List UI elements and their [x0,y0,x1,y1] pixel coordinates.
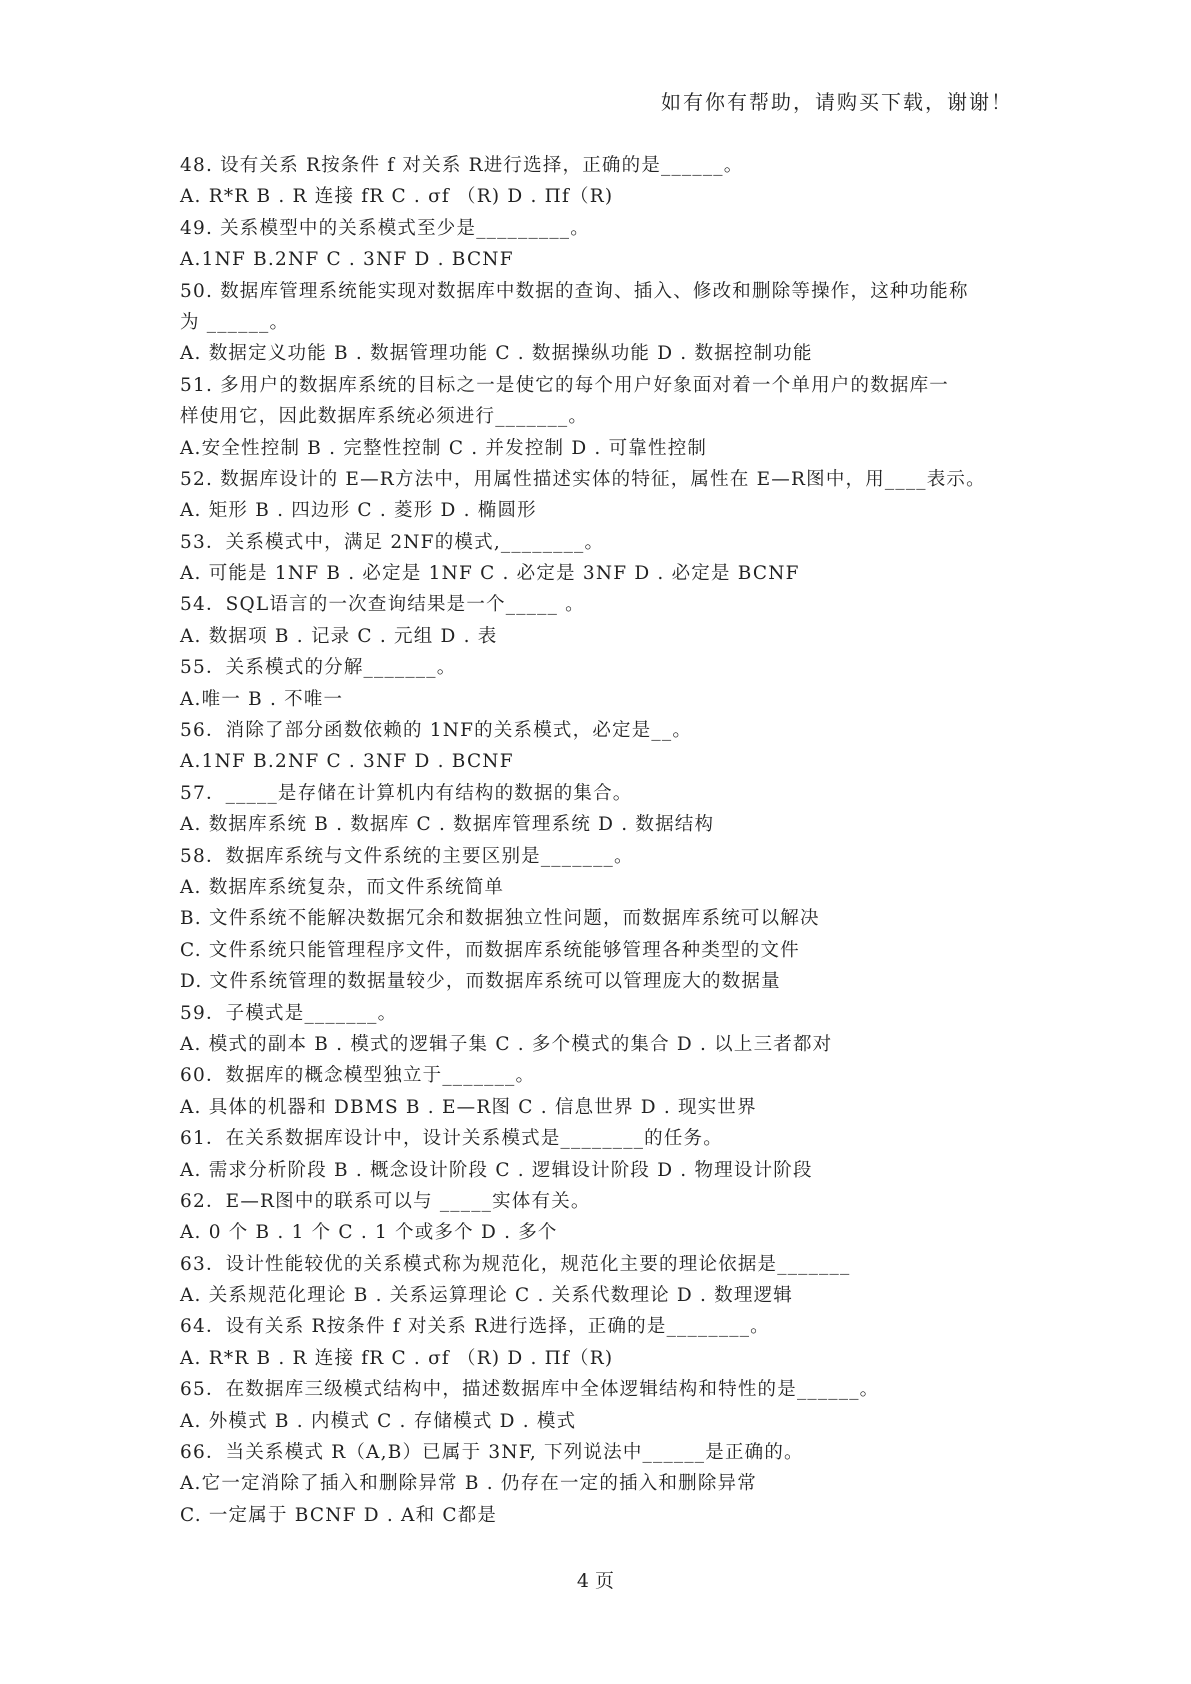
text-line: A. 0 个 B . 1 个 C . 1 个或多个 D . 多个 [180,1222,558,1244]
text-line: A. 矩形 B . 四边形 C . 菱形 D . 椭圆形 [180,500,537,522]
text-line: 63．设计性能较优的关系模式称为规范化，规范化主要的理论依据是_______ [180,1253,851,1275]
text-line: A.唯一 B . 不唯一 [180,688,344,710]
text-line: A.它一定消除了插入和删除异常 B . 仍存在一定的插入和删除异常 [180,1473,757,1495]
text-line: D. 文件系统管理的数据量较少，而数据库系统可以管理庞大的数据量 [180,971,781,993]
text-line: C. 文件系统只能管理程序文件，而数据库系统能够管理各种类型的文件 [180,939,800,961]
text-line: 62．E—R图中的联系可以与 _____实体有关。 [180,1190,591,1212]
text-line: A. 可能是 1NF B . 必定是 1NF C . 必定是 3NF D . 必定是 BCNF [180,563,800,585]
text-line: 48. 设有关系 R按条件 f 对关系 R进行选择，正确的是______。 [180,155,744,176]
text-line: 59．子模式是_______。 [180,1002,398,1024]
text-line: A. 具体的机器和 DBMS B . E—R图 C . 信息世界 D . 现实世界 [180,1096,757,1118]
text-line: A. 数据项 B . 记录 C . 元组 D . 表 [180,625,498,647]
text-line: 58．数据库系统与文件系统的主要区别是_______。 [180,845,634,867]
text-line: 64．设有关系 R按条件 f 对关系 R进行选择，正确的是________。 [180,1316,770,1338]
text-line: 49. 关系模型中的关系模式至少是_________。 [180,217,590,239]
text-line: 为 ______。 [180,311,290,333]
text-line: 55．关系模式的分解_______。 [180,657,457,679]
text-line: C. 一定属于 BCNF D . A和 C都是 [180,1504,498,1526]
text-line: 50. 数据库管理系统能实现对数据库中数据的查询、插入、修改和删除等操作，这种功能称 [180,280,969,302]
text-line: A. 模式的副本 B . 模式的逻辑子集 C . 多个模式的集合 D . 以上三者都对 [180,1033,833,1055]
text-line: A. 数据库系统 B . 数据库 C . 数据库管理系统 D . 数据结构 [180,814,715,836]
text-line: A.1NF B.2NF C . 3NF D . BCNF [180,751,514,773]
text-line: A. 数据库系统复杂，而文件系统简单 [180,876,505,898]
header-note: 如有你有帮助，请购买下载，谢谢！ [661,90,1013,114]
text-line: A. 需求分析阶段 B . 概念设计阶段 C . 逻辑设计阶段 D . 物理设计阶段 [180,1159,813,1181]
text-line: A.1NF B.2NF C . 3NF D . BCNF [180,249,514,271]
question-content [180,150,1020,1531]
text-line: 56．消除了部分函数依赖的 1NF的关系模式，必定是__。 [180,720,693,742]
text-line: 样使用它，因此数据库系统必须进行_______。 [180,406,589,428]
text-line: A. 外模式 B . 内模式 C . 存储模式 D . 模式 [180,1410,577,1432]
text-line: 52. 数据库设计的 E—R方法中，用属性描述实体的特征，属性在 E—R图中，用____表示。 [180,468,986,490]
text-line: 53．关系模式中，满足 2NF的模式,________。 [180,531,605,553]
text-line: 57．_____是存储在计算机内有结构的数据的集合。 [180,782,633,804]
text-line: 60．数据库的概念模型独立于_______。 [180,1065,536,1087]
text-line: A. 数据定义功能 B . 数据管理功能 C . 数据操纵功能 D . 数据控制功能 [180,343,813,365]
text-line: A. R*R B . R 连接 fR C . σf （R) D . Πf（R) [180,186,614,208]
text-line: 54．SQL语言的一次查询结果是一个_____ 。 [180,594,585,616]
text-line: 61．在关系数据库设计中，设计关系模式是________的任务。 [180,1128,723,1150]
page-number: 4 页 [576,1570,615,1592]
text-line: A.安全性控制 B . 完整性控制 C . 并发控制 D . 可靠性控制 [180,437,708,459]
text-line: 51. 多用户的数据库系统的目标之一是使它的每个用户好象面对着一个单用户的数据库一 [180,374,950,396]
text-line: 65．在数据库三级模式结构中，描述数据库中全体逻辑结构和特性的是______。 [180,1379,880,1401]
text-line: B. 文件系统不能解决数据冗余和数据独立性问题，而数据库系统可以解决 [180,908,820,930]
text-line: A. 关系规范化理论 B . 关系运算理论 C . 关系代数理论 D . 数理逻辑 [180,1285,793,1307]
text-line: 66．当关系模式 R（A,B）已属于 3NF, 下列说法中______是正确的。 [180,1442,804,1464]
text-line: A. R*R B . R 连接 fR C . σf （R) D . Πf（R) [180,1347,614,1369]
